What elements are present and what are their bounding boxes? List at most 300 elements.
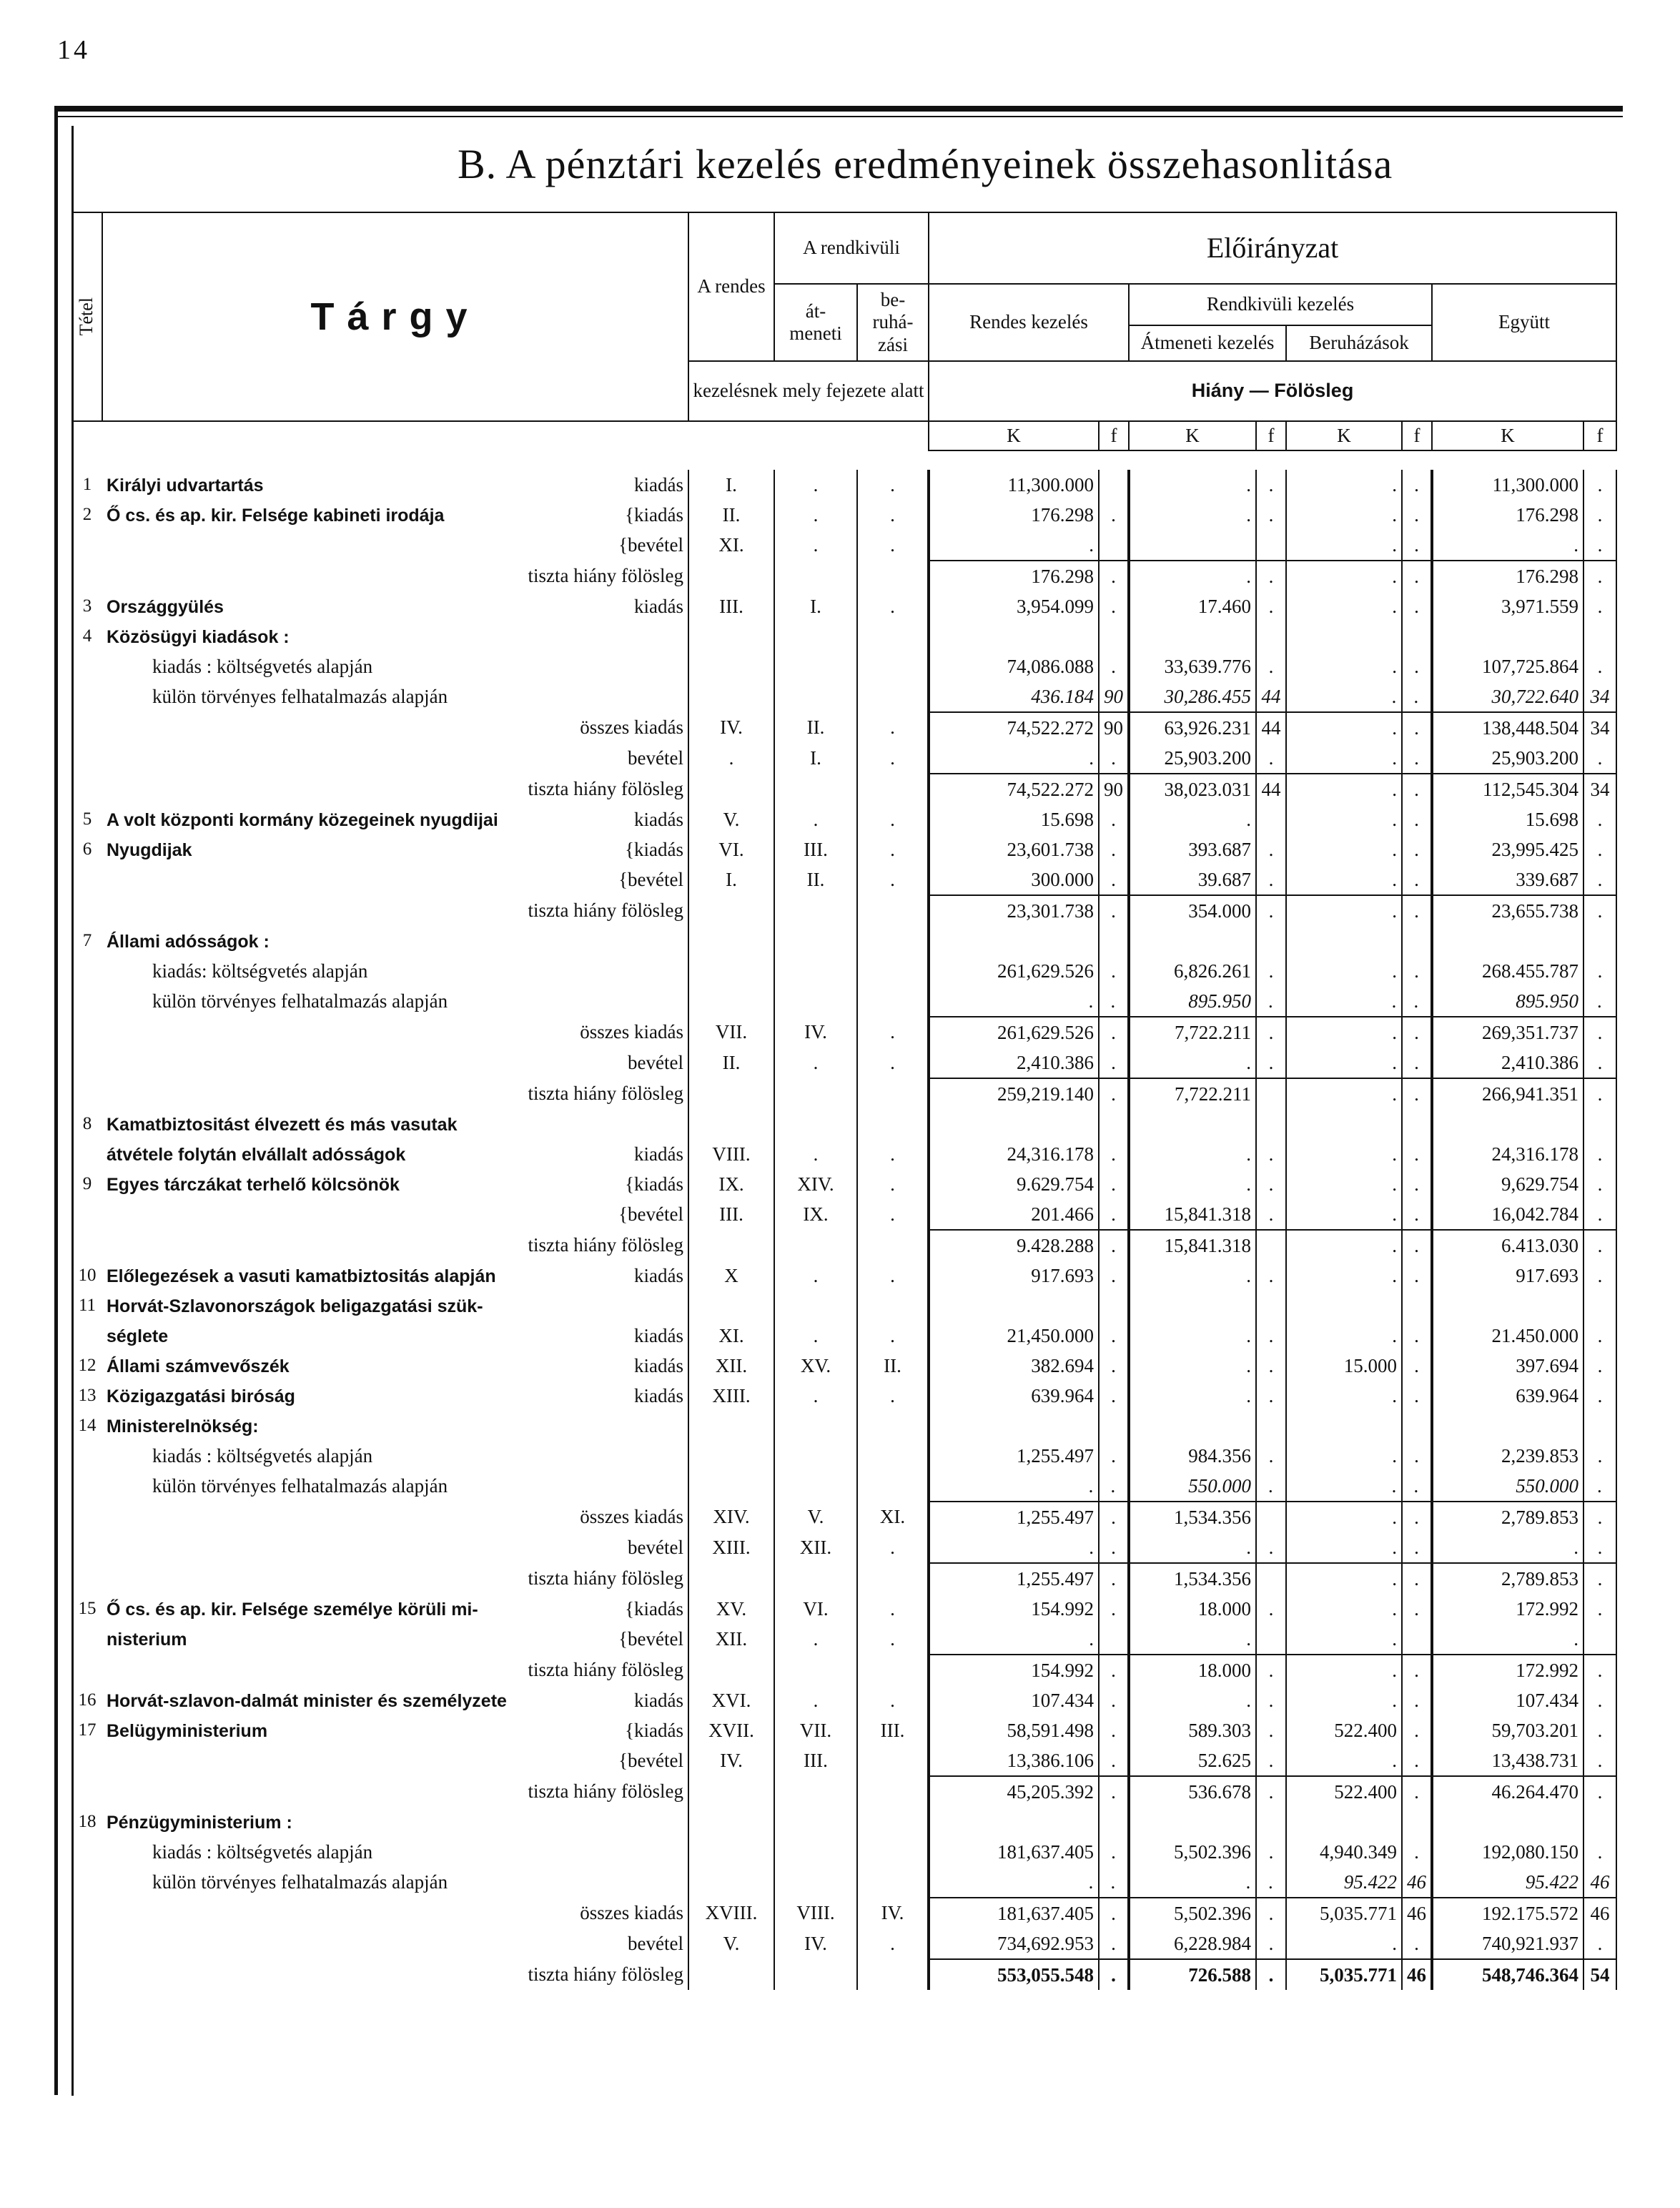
row-subject	[102, 1837, 688, 1867]
rendes-k: .	[929, 1532, 1099, 1563]
atmeneti-f: .	[1256, 1139, 1286, 1169]
row-label: tiszta hiány fölösleg	[528, 1083, 683, 1105]
egyutt-k	[1432, 1411, 1583, 1441]
rendes-f: .	[1099, 895, 1129, 926]
row-index: 18	[78, 1812, 97, 1832]
beruhazas-f: .	[1402, 561, 1432, 591]
rendes-k: 259,219.140	[929, 1078, 1099, 1109]
header-a-rendkivuli: A rendkivüli	[774, 212, 929, 284]
chapter-atmeneti: I.	[774, 591, 857, 621]
chapter-atmeneti	[774, 1776, 857, 1807]
atmeneti-k: .	[1129, 1261, 1256, 1291]
atmeneti-k	[1129, 530, 1256, 561]
rendes-f: .	[1099, 1139, 1129, 1169]
rendes-k	[929, 1109, 1099, 1139]
row-subject	[102, 1078, 688, 1109]
chapter-atmeneti: IV.	[774, 1928, 857, 1959]
rendes-f: .	[1099, 1898, 1129, 1928]
row-index	[72, 1745, 102, 1776]
egyutt-f: 34	[1583, 712, 1616, 743]
rendes-f	[1099, 470, 1129, 500]
row-label: tiszta hiány fölösleg	[528, 900, 683, 922]
rendes-f: .	[1099, 1199, 1129, 1230]
row-index: 17	[78, 1720, 97, 1740]
atmeneti-k: 15,841.318	[1129, 1199, 1256, 1230]
atmeneti-f: 44	[1256, 681, 1286, 712]
beruhazas-k: .	[1286, 712, 1402, 743]
row-label: Állami számvevőszék	[107, 1356, 290, 1376]
chapter-beruhazasi: .	[857, 712, 929, 743]
chapter-atmeneti: .	[774, 1139, 857, 1169]
row-kind: kiadás	[634, 1354, 683, 1376]
chapter-rendes: XVI.	[688, 1685, 774, 1715]
row-index	[72, 774, 102, 804]
egyutt-f: .	[1583, 1745, 1616, 1776]
row-index	[72, 1624, 102, 1655]
egyutt-f: .	[1583, 591, 1616, 621]
egyutt-f: .	[1583, 743, 1616, 774]
chapter-beruhazasi: XI.	[857, 1502, 929, 1532]
chapter-beruhazasi	[857, 926, 929, 956]
egyutt-k: 176.298	[1432, 561, 1583, 591]
egyutt-k: 2,239.853	[1432, 1441, 1583, 1471]
row-subject	[102, 1685, 688, 1715]
egyutt-k: 112,545.304	[1432, 774, 1583, 804]
chapter-atmeneti	[774, 926, 857, 956]
top-rule	[54, 106, 1623, 112]
rendes-f: .	[1099, 1441, 1129, 1471]
atmeneti-f: .	[1256, 986, 1286, 1017]
row-subject	[102, 500, 688, 530]
rendes-f	[1099, 1291, 1129, 1321]
egyutt-k: 21.450.000	[1432, 1321, 1583, 1351]
beruhazas-f: .	[1402, 591, 1432, 621]
row-label: kiadás : költségvetés alapján	[152, 655, 373, 677]
rendes-f: 90	[1099, 681, 1129, 712]
egyutt-k: 172.992	[1432, 1655, 1583, 1685]
egyutt-k: 25,903.200	[1432, 743, 1583, 774]
row-label: összes kiadás	[580, 1021, 683, 1043]
row-subject	[102, 1139, 688, 1169]
row-subject	[102, 1928, 688, 1959]
beruhazas-f	[1402, 1291, 1432, 1321]
egyutt-k: 107,725.864	[1432, 651, 1583, 681]
chapter-beruhazasi: .	[857, 1928, 929, 1959]
rendes-f: .	[1099, 1745, 1129, 1776]
beruhazas-k: 15.000	[1286, 1351, 1402, 1381]
row-subject	[102, 1291, 688, 1321]
rendes-f: .	[1099, 1655, 1129, 1685]
atmeneti-k	[1129, 1411, 1256, 1441]
comparison-table	[71, 212, 1617, 1990]
row-kind: kiadás	[634, 595, 683, 617]
rendes-f: .	[1099, 1351, 1129, 1381]
chapter-atmeneti	[774, 986, 857, 1017]
atmeneti-k: .	[1129, 1624, 1256, 1655]
atmeneti-f: .	[1256, 834, 1286, 864]
row-subject	[102, 1017, 688, 1048]
row-subject	[102, 1502, 688, 1532]
row-subject	[102, 926, 688, 956]
row-subject	[102, 956, 688, 986]
beruhazas-f	[1402, 621, 1432, 651]
table-row	[72, 1745, 1616, 1776]
rendes-f: .	[1099, 1928, 1129, 1959]
egyutt-f: .	[1583, 1139, 1616, 1169]
chapter-atmeneti: III.	[774, 1745, 857, 1776]
row-kind: {kiadás	[625, 1173, 683, 1195]
egyutt-k: 95.422	[1432, 1867, 1583, 1898]
rendes-k	[929, 621, 1099, 651]
egyutt-f: .	[1583, 1048, 1616, 1078]
chapter-beruhazasi	[857, 561, 929, 591]
beruhazas-k: .	[1286, 1624, 1402, 1655]
beruhazas-f: .	[1402, 1776, 1432, 1807]
atmeneti-k: .	[1129, 1867, 1256, 1898]
beruhazas-k: .	[1286, 1502, 1402, 1532]
beruhazas-k: .	[1286, 1139, 1402, 1169]
rendes-k: 1,255.497	[929, 1502, 1099, 1532]
table-header	[72, 212, 1616, 450]
rendes-f: 90	[1099, 712, 1129, 743]
rendes-k: .	[929, 986, 1099, 1017]
table-row	[72, 743, 1616, 774]
rendes-k: 21,450.000	[929, 1321, 1099, 1351]
row-subject	[102, 561, 688, 591]
egyutt-f: .	[1583, 1321, 1616, 1351]
rendes-f: .	[1099, 743, 1129, 774]
chapter-beruhazasi	[857, 1078, 929, 1109]
row-kind: {kiadás	[625, 1719, 683, 1741]
chapter-atmeneti	[774, 1078, 857, 1109]
table-row	[72, 926, 1616, 956]
egyutt-f: .	[1583, 804, 1616, 834]
atmeneti-f: .	[1256, 743, 1286, 774]
row-label: Kamatbiztositást élvezett és más vasutak	[107, 1114, 458, 1135]
rendes-f: .	[1099, 561, 1129, 591]
rendes-f: .	[1099, 591, 1129, 621]
egyutt-f: 54	[1583, 1959, 1616, 1990]
row-kind: {bevétel	[618, 534, 683, 556]
beruhazas-k: .	[1286, 834, 1402, 864]
table-row	[72, 1594, 1616, 1624]
atmeneti-k: 39.687	[1129, 864, 1256, 895]
beruhazas-f: .	[1402, 743, 1432, 774]
row-kind: {bevétel	[618, 1628, 683, 1650]
chapter-beruhazasi	[857, 1655, 929, 1685]
chapter-beruhazasi: .	[857, 470, 929, 500]
row-kind: {kiadás	[625, 838, 683, 860]
row-subject	[102, 1624, 688, 1655]
chapter-rendes: XI.	[688, 1321, 774, 1351]
row-kind: kiadás	[634, 808, 683, 830]
row-label: bevétel	[628, 1933, 683, 1955]
egyutt-f: .	[1583, 470, 1616, 500]
row-label: tiszta hiány fölösleg	[528, 778, 683, 800]
egyutt-f: .	[1583, 1715, 1616, 1745]
chapter-rendes: IV.	[688, 712, 774, 743]
egyutt-f: .	[1583, 1471, 1616, 1502]
chapter-atmeneti: VI.	[774, 1594, 857, 1624]
egyutt-f: .	[1583, 1837, 1616, 1867]
beruhazas-f: .	[1402, 1655, 1432, 1685]
chapter-atmeneti	[774, 1867, 857, 1898]
beruhazas-k: .	[1286, 651, 1402, 681]
row-index	[72, 1532, 102, 1563]
row-index	[72, 1563, 102, 1594]
header-rendes-kezeles: Rendes kezelés	[929, 284, 1129, 361]
atmeneti-f: .	[1256, 1261, 1286, 1291]
rendes-f: .	[1099, 1867, 1129, 1898]
chapter-beruhazasi	[857, 1109, 929, 1139]
beruhazas-f: .	[1402, 1199, 1432, 1230]
atmeneti-f: .	[1256, 1715, 1286, 1745]
table-row	[72, 500, 1616, 530]
beruhazas-k	[1286, 1411, 1402, 1441]
chapter-beruhazasi	[857, 681, 929, 712]
table-row	[72, 1807, 1616, 1837]
beruhazas-k: .	[1286, 591, 1402, 621]
row-index	[72, 1837, 102, 1867]
chapter-rendes: X	[688, 1261, 774, 1291]
row-label: Ministerelnökség:	[107, 1416, 259, 1436]
table-row	[72, 804, 1616, 834]
chapter-beruhazasi	[857, 1867, 929, 1898]
chapter-beruhazasi	[857, 1776, 929, 1807]
row-index	[72, 1655, 102, 1685]
atmeneti-k: .	[1129, 470, 1256, 500]
chapter-beruhazasi: .	[857, 1048, 929, 1078]
row-index	[72, 530, 102, 561]
chapter-rendes	[688, 1563, 774, 1594]
atmeneti-k: .	[1129, 1351, 1256, 1381]
header-f: f	[1099, 421, 1129, 450]
atmeneti-f	[1256, 1291, 1286, 1321]
beruhazas-f: .	[1402, 1230, 1432, 1261]
table-row	[72, 774, 1616, 804]
table-row	[72, 1261, 1616, 1291]
beruhazas-f: .	[1402, 1715, 1432, 1745]
row-subject	[102, 1230, 688, 1261]
beruhazas-k: .	[1286, 530, 1402, 561]
chapter-beruhazasi	[857, 651, 929, 681]
header-beruhazasi: be- ruhá- zási	[857, 284, 929, 361]
atmeneti-k: .	[1129, 1321, 1256, 1351]
chapter-rendes	[688, 1959, 774, 1990]
table-row	[72, 1959, 1616, 1990]
atmeneti-f: .	[1256, 1321, 1286, 1351]
chapter-rendes	[688, 956, 774, 986]
atmeneti-k: 550.000	[1129, 1471, 1256, 1502]
atmeneti-f: .	[1256, 470, 1286, 500]
beruhazas-f: 46	[1402, 1959, 1432, 1990]
egyutt-k	[1432, 1291, 1583, 1321]
atmeneti-k: .	[1129, 500, 1256, 530]
spacer-row	[72, 450, 1616, 470]
egyutt-k	[1432, 1109, 1583, 1139]
rendes-k: 154.992	[929, 1655, 1099, 1685]
chapter-rendes	[688, 681, 774, 712]
chapter-rendes: IV.	[688, 1745, 774, 1776]
row-label: tiszta hiány fölösleg	[528, 1234, 683, 1256]
egyutt-k	[1432, 1807, 1583, 1837]
rendes-f: .	[1099, 1959, 1129, 1990]
atmeneti-f: .	[1256, 1199, 1286, 1230]
atmeneti-k: 393.687	[1129, 834, 1256, 864]
chapter-beruhazasi: IV.	[857, 1898, 929, 1928]
atmeneti-k: .	[1129, 1048, 1256, 1078]
row-index	[72, 1441, 102, 1471]
row-label: bevétel	[628, 1537, 683, 1559]
beruhazas-k: .	[1286, 1169, 1402, 1199]
row-label: Ő cs. és ap. kir. Felsége kabineti irodája	[107, 505, 445, 526]
row-subject	[102, 712, 688, 743]
header-f: f	[1256, 421, 1286, 450]
rendes-k: 74,522.272	[929, 712, 1099, 743]
header-f: f	[1583, 421, 1616, 450]
row-label: átvétele folytán elvállalt adósságok	[107, 1144, 406, 1165]
atmeneti-f: .	[1256, 895, 1286, 926]
row-subject	[102, 1807, 688, 1837]
atmeneti-f	[1256, 1078, 1286, 1109]
egyutt-f: .	[1583, 1169, 1616, 1199]
beruhazas-f: .	[1402, 712, 1432, 743]
chapter-beruhazasi	[857, 774, 929, 804]
egyutt-f: 46	[1583, 1898, 1616, 1928]
chapter-rendes: II.	[688, 1048, 774, 1078]
chapter-atmeneti: .	[774, 1321, 857, 1351]
egyutt-f: .	[1583, 895, 1616, 926]
egyutt-f: .	[1583, 500, 1616, 530]
chapter-rendes	[688, 1230, 774, 1261]
header-k: K	[1432, 421, 1583, 450]
row-label: A volt központi kormány közegeinek nyugdijai	[107, 809, 498, 830]
atmeneti-k: 52.625	[1129, 1745, 1256, 1776]
row-kind: {bevétel	[618, 1203, 683, 1226]
row-kind: {kiadás	[625, 503, 683, 526]
chapter-beruhazasi: II.	[857, 1351, 929, 1381]
chapter-beruhazasi: .	[857, 591, 929, 621]
rendes-k: 74,086.088	[929, 651, 1099, 681]
egyutt-k: 192.175.572	[1432, 1898, 1583, 1928]
chapter-beruhazasi	[857, 1745, 929, 1776]
chapter-atmeneti: II.	[774, 864, 857, 895]
egyutt-f: .	[1583, 651, 1616, 681]
beruhazas-f	[1402, 1109, 1432, 1139]
egyutt-f: .	[1583, 1381, 1616, 1411]
chapter-beruhazasi: .	[857, 1381, 929, 1411]
rendes-k: 74,522.272	[929, 774, 1099, 804]
egyutt-f	[1583, 926, 1616, 956]
row-index	[72, 1776, 102, 1807]
row-label: Pénzügyministerium :	[107, 1812, 292, 1833]
table-row	[72, 895, 1616, 926]
egyutt-k: 46.264.470	[1432, 1776, 1583, 1807]
atmeneti-k: 6,228.984	[1129, 1928, 1256, 1959]
atmeneti-k: 30,286.455	[1129, 681, 1256, 712]
chapter-beruhazasi	[857, 1959, 929, 1990]
row-index	[72, 1959, 102, 1990]
rendes-f	[1099, 926, 1129, 956]
row-subject	[102, 591, 688, 621]
egyutt-f: .	[1583, 1017, 1616, 1048]
atmeneti-k: 589.303	[1129, 1715, 1256, 1745]
row-label: Állami adósságok :	[107, 931, 270, 952]
chapter-atmeneti	[774, 1471, 857, 1502]
atmeneti-f	[1256, 1624, 1286, 1655]
atmeneti-k: 18.000	[1129, 1655, 1256, 1685]
atmeneti-f	[1256, 530, 1286, 561]
chapter-rendes: V.	[688, 804, 774, 834]
row-index	[72, 712, 102, 743]
beruhazas-k: .	[1286, 1321, 1402, 1351]
row-index	[72, 1321, 102, 1351]
header-beruhazasok: Beruházások	[1286, 325, 1432, 361]
egyutt-k: 917.693	[1432, 1261, 1583, 1291]
chapter-atmeneti	[774, 895, 857, 926]
chapter-rendes: III.	[688, 591, 774, 621]
beruhazas-k: .	[1286, 743, 1402, 774]
rendes-k: 23,301.738	[929, 895, 1099, 926]
chapter-atmeneti	[774, 1837, 857, 1867]
egyutt-k: .	[1432, 1624, 1583, 1655]
chapter-atmeneti	[774, 1959, 857, 1990]
row-label: tiszta hiány fölösleg	[528, 1659, 683, 1681]
rendes-k: 201.466	[929, 1199, 1099, 1230]
row-index	[72, 681, 102, 712]
egyutt-f: .	[1583, 1502, 1616, 1532]
atmeneti-f: .	[1256, 1655, 1286, 1685]
beruhazas-f: .	[1402, 1837, 1432, 1867]
row-label: Előlegezések a vasuti kamatbiztositás alapján	[107, 1266, 496, 1286]
row-label: bevétel	[628, 1052, 683, 1074]
beruhazas-f: .	[1402, 1321, 1432, 1351]
atmeneti-k: 7,722.211	[1129, 1017, 1256, 1048]
rendes-k: .	[929, 1867, 1099, 1898]
beruhazas-f: .	[1402, 1685, 1432, 1715]
row-index: 5	[82, 809, 92, 829]
atmeneti-k: 5,502.396	[1129, 1898, 1256, 1928]
atmeneti-k: 984.356	[1129, 1441, 1256, 1471]
header-tetel: Tétel	[72, 212, 102, 421]
beruhazas-k	[1286, 1109, 1402, 1139]
chapter-rendes	[688, 1807, 774, 1837]
rendes-k: 2,410.386	[929, 1048, 1099, 1078]
beruhazas-k: .	[1286, 1048, 1402, 1078]
beruhazas-f: .	[1402, 1169, 1432, 1199]
atmeneti-k: 15,841.318	[1129, 1230, 1256, 1261]
chapter-beruhazasi	[857, 986, 929, 1017]
table-row	[72, 621, 1616, 651]
row-label: külön törvényes felhatalmazás alapján	[152, 686, 448, 708]
chapter-beruhazasi	[857, 621, 929, 651]
rendes-f	[1099, 1109, 1129, 1139]
chapter-rendes	[688, 1291, 774, 1321]
atmeneti-k: 1,534.356	[1129, 1563, 1256, 1594]
row-label: összes kiadás	[580, 716, 683, 739]
egyutt-k: 59,703.201	[1432, 1715, 1583, 1745]
egyutt-f: .	[1583, 864, 1616, 895]
row-index: 13	[78, 1386, 97, 1406]
row-index	[72, 1139, 102, 1169]
beruhazas-k: .	[1286, 470, 1402, 500]
atmeneti-f: .	[1256, 1685, 1286, 1715]
header-kezelesnek: kezelésnek mely fejezete alatt	[688, 361, 929, 421]
beruhazas-f: .	[1402, 1563, 1432, 1594]
chapter-atmeneti	[774, 1563, 857, 1594]
chapter-beruhazasi: .	[857, 834, 929, 864]
table-row	[72, 1230, 1616, 1261]
